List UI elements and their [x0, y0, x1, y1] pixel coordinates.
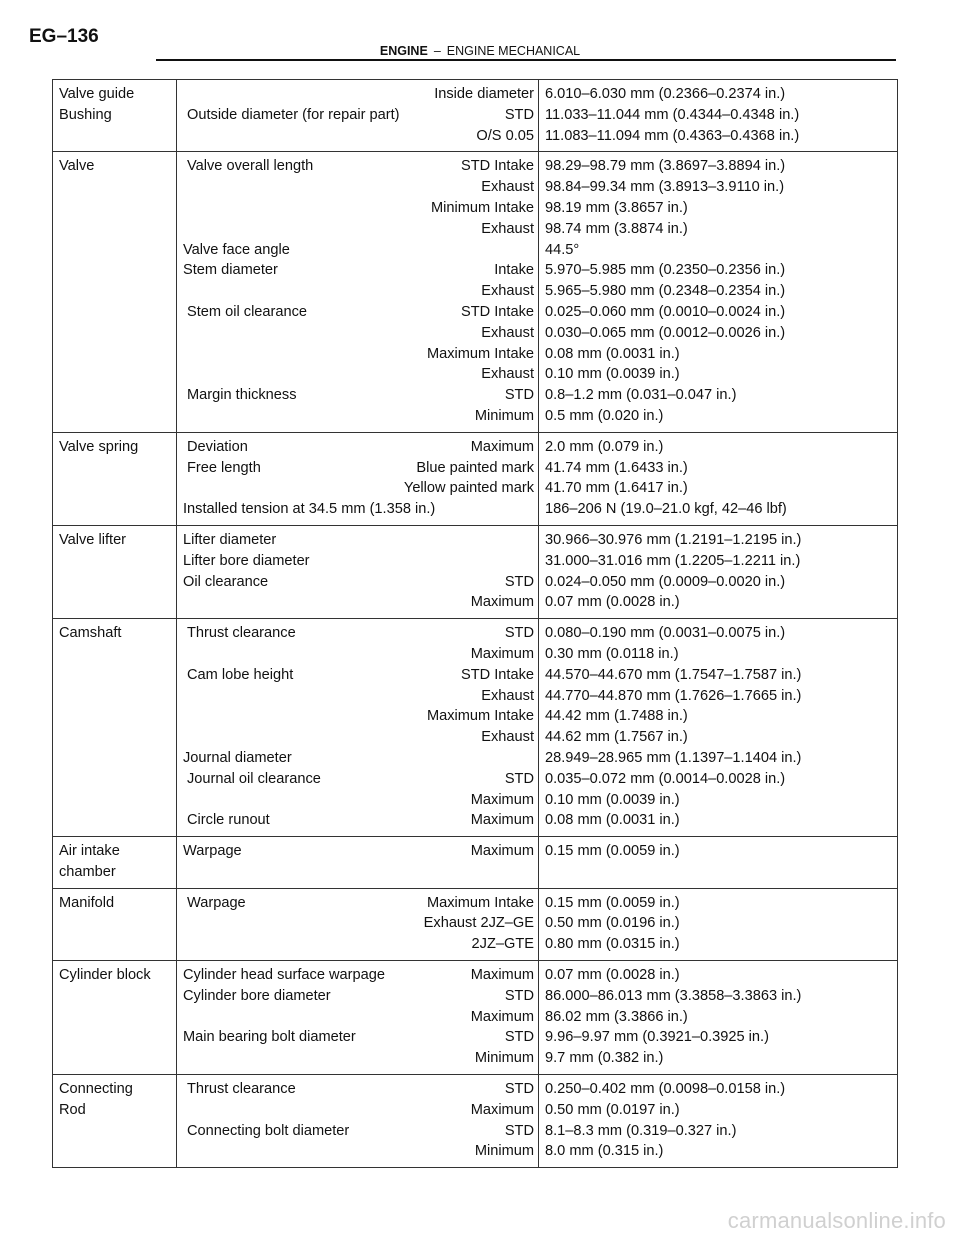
spec-value: 44.62 mm (1.7567 in.)	[545, 729, 688, 746]
section-row	[53, 837, 898, 889]
spec-value: 0.08 mm (0.0031 in.)	[545, 345, 680, 362]
section-row	[53, 961, 898, 1075]
spec-condition: Maximum	[470, 791, 534, 808]
spec-value: 44.770–44.870 mm (1.7626–1.7665 in.)	[545, 687, 802, 704]
value-cell	[539, 432, 898, 525]
component-name: Valve spring	[59, 438, 139, 455]
spec-line	[183, 198, 534, 219]
spec-line	[183, 769, 534, 790]
spec-condition: Maximum Intake	[426, 894, 534, 911]
spec-line	[183, 240, 534, 261]
value-cell	[539, 619, 898, 837]
spec-line	[183, 458, 534, 479]
spec-line	[183, 706, 534, 727]
spec-condition: STD	[504, 1122, 534, 1139]
spec-line	[183, 644, 534, 665]
spec-value: 0.50 mm (0.0197 in.)	[545, 1101, 680, 1118]
spec-value: 0.07 mm (0.0028 in.)	[545, 967, 680, 984]
chapter-bold: ENGINE	[379, 44, 428, 58]
spec-condition: Maximum	[470, 967, 534, 984]
spec-line	[183, 665, 534, 686]
value-cell	[539, 525, 898, 618]
spec-value: 11.033–11.044 mm (0.4344–0.4348 in.)	[545, 106, 800, 123]
spec-item: Main bearing bolt diameter	[183, 1029, 356, 1046]
component-cell	[53, 961, 177, 1075]
spec-line	[183, 1048, 534, 1069]
spec-item: Cam lobe height	[187, 666, 294, 683]
spec-condition: Minimum	[474, 407, 534, 424]
section-row	[53, 80, 898, 152]
spec-value: 44.570–44.670 mm (1.7547–1.7587 in.)	[545, 666, 802, 683]
section-row	[53, 619, 898, 837]
spec-line	[183, 1079, 534, 1100]
spec-value: 0.50 mm (0.0196 in.)	[545, 915, 680, 932]
spec-line	[183, 499, 534, 520]
spec-value: 0.035–0.072 mm (0.0014–0.0028 in.)	[545, 770, 786, 787]
chapter-title	[0, 44, 960, 58]
spec-condition: Exhaust 2JZ–GE	[423, 915, 534, 932]
spec-line	[183, 364, 534, 385]
spec-item: Stem oil clearance	[187, 303, 308, 320]
spec-value: 41.74 mm (1.6433 in.)	[545, 459, 688, 476]
spec-item: Oil clearance	[183, 573, 269, 590]
spec-condition: Exhaust	[481, 687, 534, 704]
spec-line	[183, 478, 534, 499]
spec-condition: Maximum Intake	[426, 708, 534, 725]
section-row	[53, 1075, 898, 1168]
spec-value: 28.949–28.965 mm (1.1397–1.1404 in.)	[545, 749, 802, 766]
value-cell	[539, 837, 898, 889]
spec-condition: STD	[504, 573, 534, 590]
spec-value: 0.08 mm (0.0031 in.)	[545, 812, 680, 829]
section-row	[53, 152, 898, 432]
spec-line	[183, 126, 534, 147]
spec-condition: Minimum Intake	[431, 199, 534, 216]
spec-line	[183, 323, 534, 344]
spec-line	[183, 302, 534, 323]
spec-condition: Maximum	[470, 1008, 534, 1025]
spec-value: 5.965–5.980 mm (0.2348–0.2354 in.)	[545, 283, 786, 300]
spec-value: 0.10 mm (0.0039 in.)	[545, 366, 680, 383]
spec-line	[183, 260, 534, 281]
section-row	[53, 525, 898, 618]
component-name: chamber	[59, 863, 116, 880]
component-name: Valve lifter	[59, 531, 127, 548]
spec-condition: Maximum	[470, 812, 534, 829]
spec-condition: STD Intake	[461, 303, 534, 320]
spec-value: 5.970–5.985 mm (0.2350–0.2356 in.)	[545, 262, 786, 279]
spec-condition: STD	[504, 625, 534, 642]
spec-value: 44.5°	[545, 241, 580, 258]
component-name: Connecting	[59, 1081, 133, 1098]
spec-line	[183, 84, 534, 105]
spec-item: Lifter diameter	[183, 531, 277, 548]
spec-condition: Exhaust	[481, 324, 534, 341]
chapter-subtitle: ENGINE MECHANICAL	[446, 44, 581, 58]
watermark: carmanualsonline.info	[727, 1208, 946, 1233]
spec-value: 98.29–98.79 mm (3.8697–3.8894 in.)	[545, 158, 786, 175]
spec-item: Installed tension at 34.5 mm (1.358 in.)	[183, 501, 436, 518]
header-rule	[156, 59, 896, 61]
item-cell	[177, 152, 539, 432]
spec-condition: Minimum	[474, 1143, 534, 1160]
item-cell	[177, 837, 539, 889]
component-name: Valve guide	[59, 86, 135, 102]
component-name: Rod	[59, 1101, 86, 1118]
spec-value: 0.8–1.2 mm (0.031–0.047 in.)	[545, 387, 737, 404]
spec-line	[183, 913, 534, 934]
spec-value: 6.010–6.030 mm (0.2366–0.2374 in.)	[545, 86, 786, 102]
spec-line	[183, 727, 534, 748]
component-name: Valve	[59, 158, 95, 175]
spec-line	[183, 893, 534, 914]
item-cell	[177, 888, 539, 960]
spec-value: 9.7 mm (0.382 in.)	[545, 1050, 664, 1067]
spec-value: 0.10 mm (0.0039 in.)	[545, 791, 680, 808]
spec-item: Deviation	[187, 438, 248, 455]
spec-condition: STD	[504, 987, 534, 1004]
spec-value: 0.07 mm (0.0028 in.)	[545, 594, 680, 611]
spec-line	[183, 934, 534, 955]
spec-item: Journal oil clearance	[187, 770, 321, 787]
value-cell	[539, 888, 898, 960]
spec-condition: STD	[504, 387, 534, 404]
spec-line	[183, 592, 534, 613]
spec-line	[183, 437, 534, 458]
spec-line	[183, 1100, 534, 1121]
spec-line	[183, 530, 534, 551]
component-cell	[53, 525, 177, 618]
component-name: Cylinder block	[59, 967, 151, 984]
spec-line	[183, 1027, 534, 1048]
spec-line	[183, 986, 534, 1007]
spec-value: 30.966–30.976 mm (1.2191–1.2195 in.)	[545, 531, 802, 548]
spec-condition: STD	[504, 1029, 534, 1046]
chapter-separator: –	[433, 44, 441, 58]
spec-line	[183, 551, 534, 572]
spec-condition: Blue painted mark	[416, 459, 534, 476]
spec-item: Connecting bolt diameter	[187, 1122, 350, 1139]
spec-value: 186–206 N (19.0–21.0 kgf, 42–46 lbf)	[545, 501, 787, 518]
spec-line	[183, 686, 534, 707]
spec-item: Journal diameter	[183, 749, 292, 766]
spec-item: Warpage	[183, 843, 242, 860]
spec-value: 98.84–99.34 mm (3.8913–3.9110 in.)	[545, 179, 785, 196]
spec-value: 0.080–0.190 mm (0.0031–0.0075 in.)	[545, 625, 786, 642]
spec-line	[183, 965, 534, 986]
spec-value: 0.5 mm (0.020 in.)	[545, 407, 664, 424]
spec-line	[183, 1007, 534, 1028]
spec-item: Valve face angle	[183, 241, 290, 258]
spec-line	[183, 572, 534, 593]
spec-line	[183, 177, 534, 198]
value-cell	[539, 961, 898, 1075]
component-cell	[53, 837, 177, 889]
component-name: Air intake	[59, 843, 120, 860]
page-number: EG–136	[29, 26, 99, 47]
spec-value: 41.70 mm (1.6417 in.)	[545, 480, 688, 497]
spec-line	[183, 406, 534, 427]
spec-condition: STD Intake	[461, 666, 534, 683]
specification-table	[52, 79, 898, 1168]
spec-item: Cylinder bore diameter	[183, 987, 331, 1004]
spec-line	[183, 623, 534, 644]
spec-line	[183, 105, 534, 126]
spec-item: Circle runout	[187, 812, 270, 829]
spec-line	[183, 1121, 534, 1142]
item-cell	[177, 432, 539, 525]
component-name: Bushing	[59, 106, 112, 123]
spec-item: Free length	[187, 459, 261, 476]
item-cell	[177, 80, 539, 152]
spec-condition: Inside diameter	[434, 86, 534, 102]
spec-value: 0.80 mm (0.0315 in.)	[545, 936, 680, 953]
spec-value: 0.030–0.065 mm (0.0012–0.0026 in.)	[545, 324, 786, 341]
spec-value: 9.96–9.97 mm (0.3921–0.3925 in.)	[545, 1029, 769, 1046]
spec-line	[183, 748, 534, 769]
spec-line	[183, 344, 534, 365]
spec-value: 86.02 mm (3.3866 in.)	[545, 1008, 688, 1025]
spec-line	[183, 790, 534, 811]
spec-condition: Intake	[494, 262, 534, 279]
spec-condition: STD	[504, 1081, 534, 1098]
item-cell	[177, 525, 539, 618]
item-cell	[177, 619, 539, 837]
spec-condition: Maximum	[470, 594, 534, 611]
spec-value: 0.30 mm (0.0118 in.)	[545, 645, 679, 662]
spec-line	[183, 385, 534, 406]
spec-condition: Exhaust	[481, 179, 534, 196]
component-cell	[53, 80, 177, 152]
spec-condition: Exhaust	[481, 729, 534, 746]
spec-item: Valve overall length	[187, 158, 314, 175]
component-cell	[53, 888, 177, 960]
spec-value: 86.000–86.013 mm (3.3858–3.3863 in.)	[545, 987, 802, 1004]
spec-condition: Maximum Intake	[426, 345, 534, 362]
component-cell	[53, 619, 177, 837]
item-cell	[177, 1075, 539, 1168]
spec-line	[183, 156, 534, 177]
spec-value: 0.15 mm (0.0059 in.)	[545, 894, 680, 911]
spec-value: 0.025–0.060 mm (0.0010–0.0024 in.)	[545, 303, 786, 320]
specification-table-body	[53, 80, 898, 1168]
value-cell	[539, 1075, 898, 1168]
value-cell	[539, 80, 898, 152]
spec-line	[183, 219, 534, 240]
spec-item: Outside diameter (for repair part)	[187, 106, 400, 123]
spec-condition: STD	[504, 106, 534, 123]
component-cell	[53, 432, 177, 525]
spec-item: Thrust clearance	[187, 1081, 296, 1098]
spec-condition: Maximum	[470, 843, 534, 860]
spec-value: 98.74 mm (3.8874 in.)	[545, 220, 688, 237]
spec-item: Cylinder head surface warpage	[183, 967, 385, 984]
section-row	[53, 432, 898, 525]
spec-value: 0.024–0.050 mm (0.0009–0.0020 in.)	[545, 573, 786, 590]
component-name: Camshaft	[59, 625, 122, 642]
component-name: Manifold	[59, 894, 115, 911]
spec-value: 31.000–31.016 mm (1.2205–1.2211 in.)	[545, 552, 801, 569]
spec-item: Lifter bore diameter	[183, 552, 310, 569]
item-cell	[177, 961, 539, 1075]
spec-condition: Exhaust	[481, 366, 534, 383]
spec-value: 8.1–8.3 mm (0.319–0.327 in.)	[545, 1122, 737, 1139]
spec-item: Margin thickness	[187, 387, 297, 404]
spec-item: Thrust clearance	[187, 625, 296, 642]
value-cell	[539, 152, 898, 432]
spec-value: 0.15 mm (0.0059 in.)	[545, 843, 680, 860]
spec-line	[183, 281, 534, 302]
spec-line	[183, 810, 534, 831]
spec-value: 44.42 mm (1.7488 in.)	[545, 708, 688, 725]
spec-condition: Maximum	[470, 645, 534, 662]
spec-condition: Exhaust	[481, 283, 534, 300]
spec-line	[183, 841, 534, 862]
spec-condition: Yellow painted mark	[403, 480, 534, 497]
spec-value: 0.250–0.402 mm (0.0098–0.0158 in.)	[545, 1081, 786, 1098]
spec-line	[183, 1141, 534, 1162]
spec-condition: Maximum	[470, 1101, 534, 1118]
spec-value: 8.0 mm (0.315 in.)	[545, 1143, 664, 1160]
spec-condition: Exhaust	[481, 220, 534, 237]
spec-condition: STD	[504, 770, 534, 787]
spec-condition: Minimum	[474, 1050, 534, 1067]
component-cell	[53, 152, 177, 432]
spec-value: 11.083–11.094 mm (0.4363–0.4368 in.)	[545, 127, 800, 144]
spec-item: Stem diameter	[183, 262, 278, 279]
spec-condition: STD Intake	[461, 158, 534, 175]
spec-condition: 2JZ–GTE	[471, 936, 534, 953]
component-cell	[53, 1075, 177, 1168]
spec-value: 98.19 mm (3.8657 in.)	[545, 199, 688, 216]
spec-condition: O/S 0.05	[476, 127, 534, 144]
section-row	[53, 888, 898, 960]
spec-item: Warpage	[187, 894, 246, 911]
spec-condition: Maximum	[470, 438, 534, 455]
spec-value: 2.0 mm (0.079 in.)	[545, 438, 664, 455]
